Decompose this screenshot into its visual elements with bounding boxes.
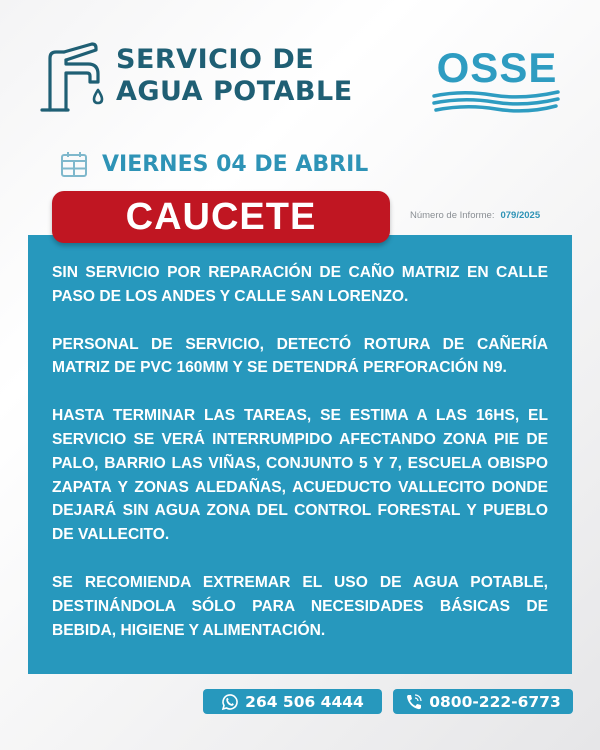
waves-icon [432,90,562,114]
location-banner [52,191,390,243]
header [40,38,380,114]
whatsapp-number: 264 506 4444 [245,692,364,711]
paragraph-2: PERSONAL DE SERVICIO, DETECTÓ ROTURA DE CAÑERÍA MATRIZ DE PVC 160MM Y SE DETENDRÁ PERFORACIÓN N9. [52,335,548,377]
paragraph-1: SIN SERVICIO POR REPARACIÓN DE CAÑO MATRIZ EN CALLE PASO DE LOS ANDES Y CALLE SAN LORENZO. [52,264,548,305]
report-label: Número de Informe: [410,210,495,221]
phone-number: 0800-222-6773 [429,692,561,711]
title-line-2: AGUA POTABLE [116,76,353,107]
logo-text: OSSE [436,44,558,91]
whatsapp-contact[interactable] [203,689,382,714]
date-row [60,148,368,180]
location-name: CAUCETE [125,195,317,238]
paragraph-3: HASTA TERMINAR LAS TAREAS, SE ESTIMA A LAS 16HS, EL SERVICIO SE VERÁ INTERRUMPIDO AFECTANDO ZONA PIE DE PALO, BARRIO LAS VIÑAS, CONJUNTO 5 Y 7, ESCUELA OBISPO ZAPATA Y ZONAS ALEDAÑAS, ACUEDUCTO VALLECITO DONDE DEJARÁ SIN AGUA ZONA DEL CONTROL FORESTAL Y PUEBLO DE VALLECITO. [52,407,548,544]
page-title [116,44,353,108]
notice-body [52,261,548,666]
report-number [410,210,540,221]
report-value: 079/2025 [500,210,541,221]
osse-logo [430,46,564,114]
paragraph-4: SE RECOMIENDA EXTREMAR EL USO DE AGUA POTABLE, DESTINÁNDOLA SÓLO PARA NECESIDADES BÁSICAS DE BEBIDA, HIGIENE Y ALIMENTACIÓN. [52,573,548,639]
calendar-icon [60,150,88,178]
phone-contact[interactable] [393,689,573,714]
notice-date: VIERNES 04 DE ABRIL [102,151,369,177]
faucet-icon [40,38,106,112]
title-line-1: SERVICIO DE [116,44,315,75]
phone-call-icon [405,693,423,711]
whatsapp-icon [221,693,239,711]
